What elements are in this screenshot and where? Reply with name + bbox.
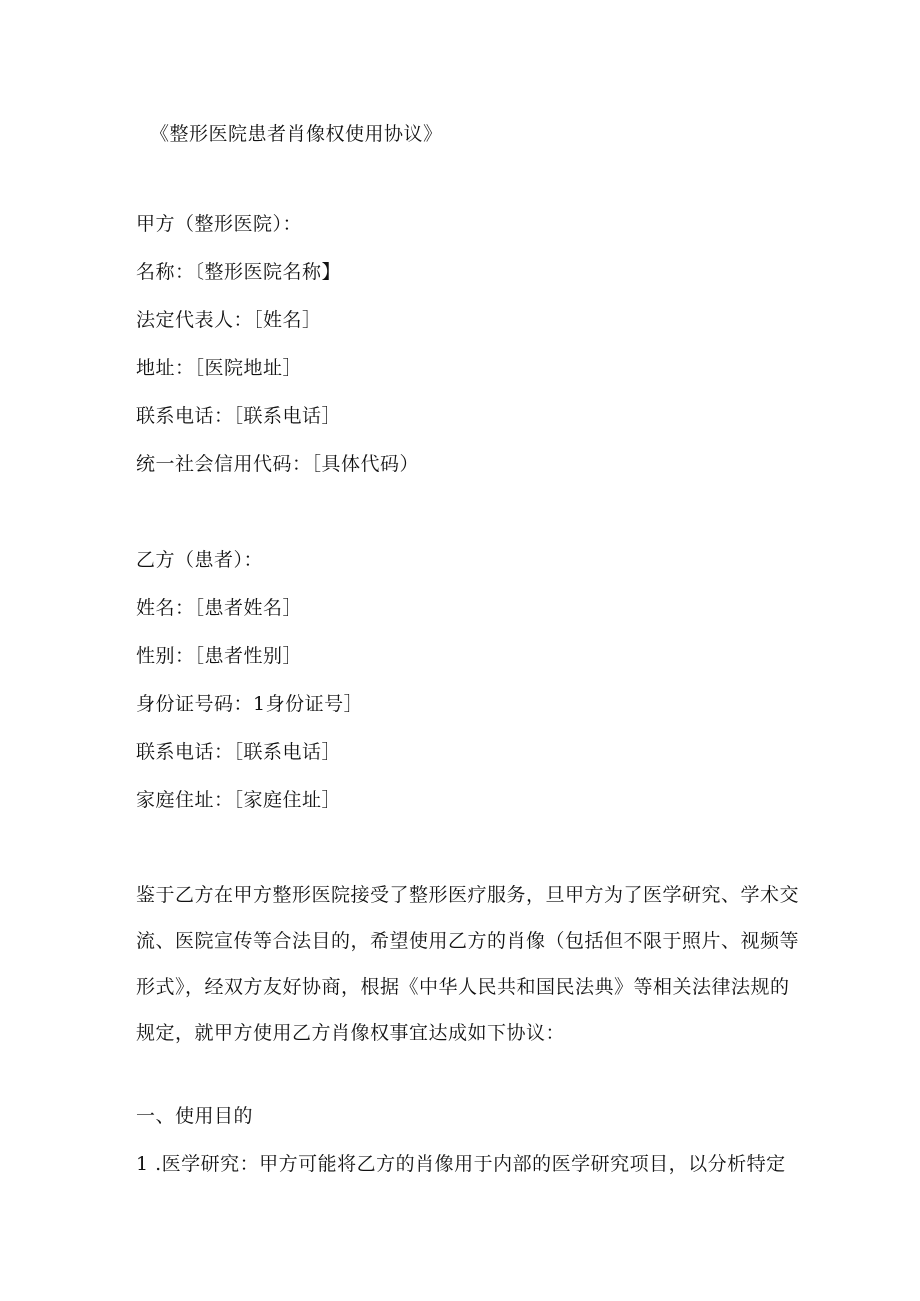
document-title: 《整形医院患者肖像权使用协议》 <box>150 123 443 145</box>
party-b-heading: 乙方（患者）： <box>136 549 264 571</box>
party-b-id-number: 身份证号码：1身份证号］ <box>136 693 364 715</box>
party-a-address: 地址：［医院地址］ <box>136 357 303 379</box>
preamble-line: 规定，就甲方使用乙方肖像权事宜达成如下协议： <box>136 1022 566 1044</box>
party-b-phone: 联系电话：［联系电话］ <box>136 741 342 763</box>
party-b-gender: 性别：［患者性别］ <box>136 645 303 667</box>
party-b-name: 姓名：［患者姓名］ <box>136 597 303 619</box>
party-a-phone: 联系电话：［联系电话］ <box>136 405 342 427</box>
preamble-paragraph <box>136 872 800 1056</box>
preamble-line: 流、医院宣传等合法目的，希望使用乙方的肖像（包括但不限于照片、视频等 <box>136 930 800 952</box>
preamble-line: 形式》，经双方友好协商，根据《中华人民共和国民法典》等相关法律法规的 <box>136 976 790 998</box>
party-a-legal-rep: 法定代表人：［姓名］ <box>136 309 322 331</box>
party-a-heading: 甲方（整形医院）： <box>136 213 303 235</box>
section-1-heading: 一、使用目的 <box>136 1105 254 1127</box>
party-a-credit-code: 统一社会信用代码：［具体代码） <box>136 453 420 475</box>
section-1-item-1: 1 .医学研究：甲方可能将乙方的肖像用于内部的医学研究项目，以分析特定 <box>136 1153 786 1175</box>
preamble-line: 鉴于乙方在甲方整形医院接受了整形医疗服务，旦甲方为了医学研究、学术交 <box>136 884 800 906</box>
party-a-name: 名称：〔整形医院名称】 <box>136 261 342 283</box>
party-b-home-address: 家庭住址：［家庭住址］ <box>136 789 342 811</box>
